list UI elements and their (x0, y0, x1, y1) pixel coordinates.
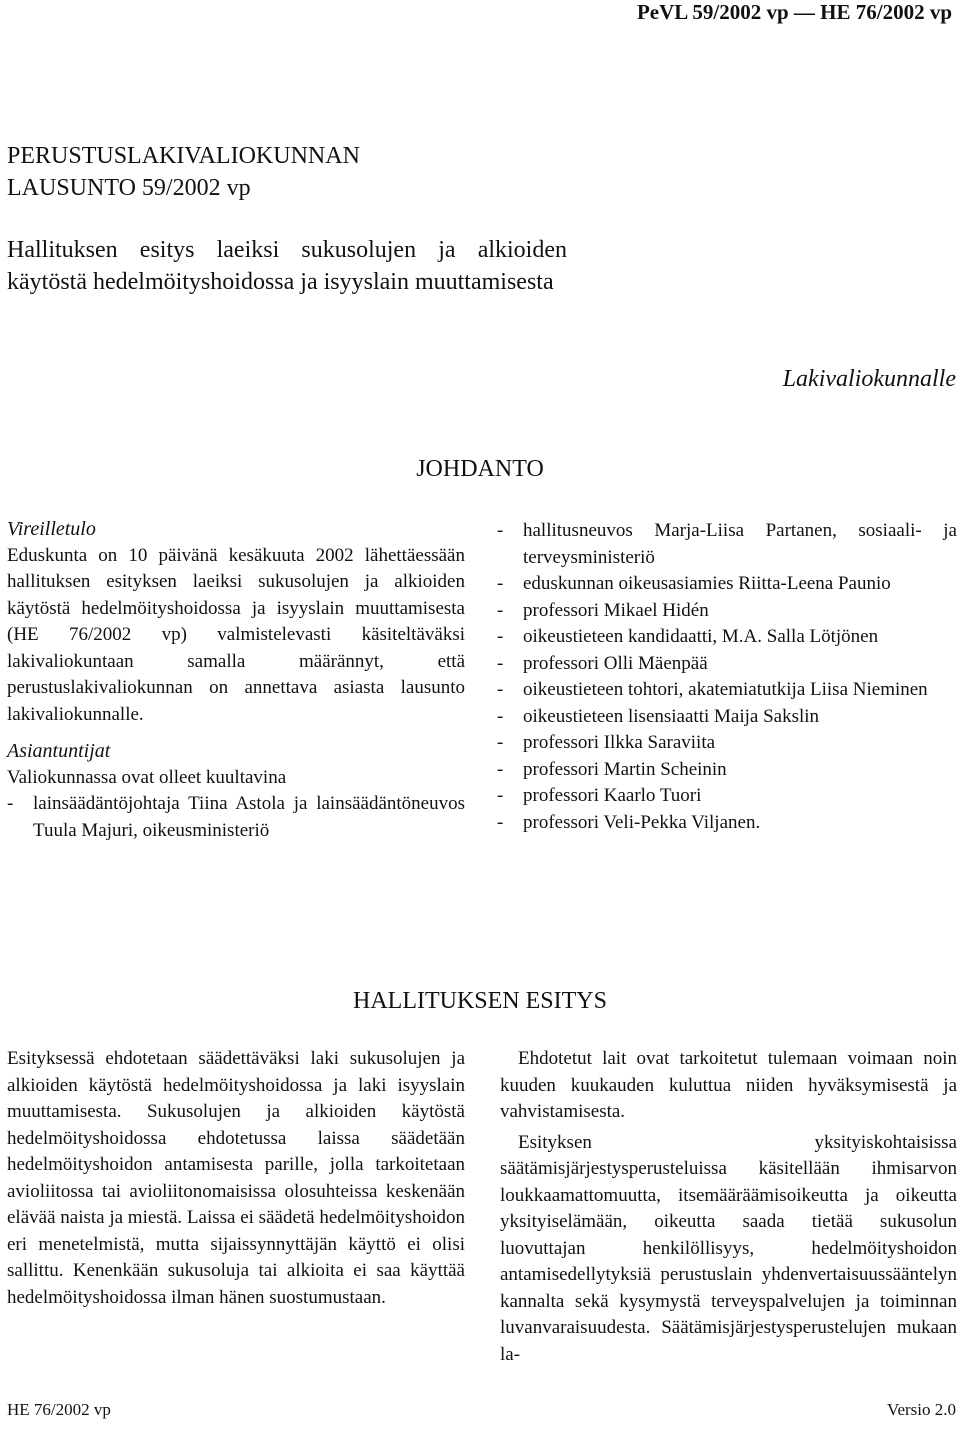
expert-list-item: - lainsäädäntöjohtaja Tiina Astola ja lainsäädäntöneuvos Tuula Majuri, oikeusministeriö (7, 793, 465, 841)
expert-list-item: - professori Ilkka Saraviita (497, 732, 716, 753)
expert-list-item: - oikeustieteen tohtori, akatemiatutkija Liisa Nieminen (497, 679, 928, 700)
running-header: PeVL 59/2002 vp — HE 76/2002 vp (636, 0, 952, 24)
proposal-left-column (7, 1046, 465, 1311)
footer-document-id: HE 76/2002 vp (7, 1400, 111, 1419)
expert-list-item: - professori Mikael Hidén (497, 599, 709, 621)
asiantuntijat-lead: Valiokunnassa ovat olleet kuultavina (7, 766, 287, 788)
vireilletulo-paragraph: Eduskunta on 10 päivänä kesäkuuta 2002 lähettäessään hallituksen esityksen laeiksi sukusolujen ja alkioiden käytöstä hedelmöityshoidossa ja isyyslain muuttamisesta (HE 76/2002 vp) valmistelevasti käsiteltäväksi lakivaliokuntaan samalla määrännyt, että perustuslakivaliokunnan on annettava asiasta lausunto lakivaliokunnalle. (7, 544, 465, 725)
proposal-right-paragraph-1: Ehdotetut lait ovat tarkoitetut tulemaan voimaan noin kuuden kuukauden kuluttua niiden hyväksymisestä ja vahvistamisesta. (500, 1048, 957, 1122)
expert-list-item: - professori Martin Scheinin (497, 758, 727, 780)
subheading-vireilletulo: Vireilletulo (7, 518, 96, 540)
section-heading-hallituksen-esitys: HALLITUKSEN ESITYS (353, 988, 607, 1014)
footer-version: Versio 2.0 (887, 1400, 956, 1419)
recipient-committee: Lakivaliokunnalle (782, 366, 956, 392)
expert-list-item: - professori Veli-Pekka Viljanen. (497, 811, 761, 833)
expert-list-item: - hallitusneuvos Marja-Liisa Partanen, sosiaali- ja terveysministeriö (497, 520, 957, 568)
title-line-2: LAUSUNTO 59/2002 vp (7, 175, 251, 201)
intro-left-column (7, 516, 465, 844)
intro-right-column (497, 518, 957, 836)
proposal-right-column (500, 1046, 957, 1368)
expert-list-item: - professori Olli Mäenpää (497, 652, 708, 674)
proposal-left-paragraph: Esityksessä ehdotetaan säädettäväksi laki sukusolujen ja alkioiden käytöstä hedelmöityshoidossa ja laki isyyslain muuttamisesta. Sukusolujen ja alkioiden käytöstä hedelmöityshoidossa ehdotetussa laissa säädetään hedelmöityshoidon antamisesta parille, jolla tarkoitetaan avioliitossa tai avioliitonomaisissa olosuhteissa keskenään elävää naista ja miestä. Laissa ei säädetä hedelmöityshoidon eri menetelmistä, mutta sijaissynnyttäjän käyttö ei olisi sallittu. Kenenkään sukusoluja tai alkioita ei saa käyttää hedelmöityshoidossa ilman hänen suostumustaan. (7, 1048, 465, 1308)
section-heading-johdanto: JOHDANTO (416, 456, 544, 482)
title-line-1: PERUSTUSLAKIVALIOKUNNAN (7, 143, 360, 169)
document-title (7, 140, 607, 204)
expert-list-item: - oikeustieteen kandidaatti, M.A. Salla Lötjönen (497, 626, 879, 647)
expert-list-item: - professori Kaarlo Tuori (497, 785, 702, 806)
document-subject: Hallituksen esitys laeiksi sukusolujen ja alkioiden käytöstä hedelmöityshoidossa ja isyyslain muuttamisesta (7, 237, 567, 295)
proposal-right-paragraph-2: Esityksen yksityiskohtaisissa säätämisjärjestysperusteluissa käsitellään ihmisarvon loukkaamattomuutta, itsemääräämisoikeutta ja oikeutta yksityiselämään, oikeutta saada tietää sukusolun luovuttajan henkilöllisyys, hedelmöityshoidon antamisedellytyksiä perustuslain yhdenvertaisuussääntelyn kannalta sekä kysymystä terveyspalvelujen ja toiminnan luvanvaraisuudesta. Säätämisjärjestysperustelujen mukaan la- (500, 1131, 957, 1365)
expert-list-item: - oikeustieteen lisensiaatti Maija Sakslin (497, 705, 820, 727)
subheading-asiantuntijat: Asiantuntijat (7, 740, 111, 762)
expert-list-item: - eduskunnan oikeusasiamies Riitta-Leena Paunio (497, 573, 891, 594)
